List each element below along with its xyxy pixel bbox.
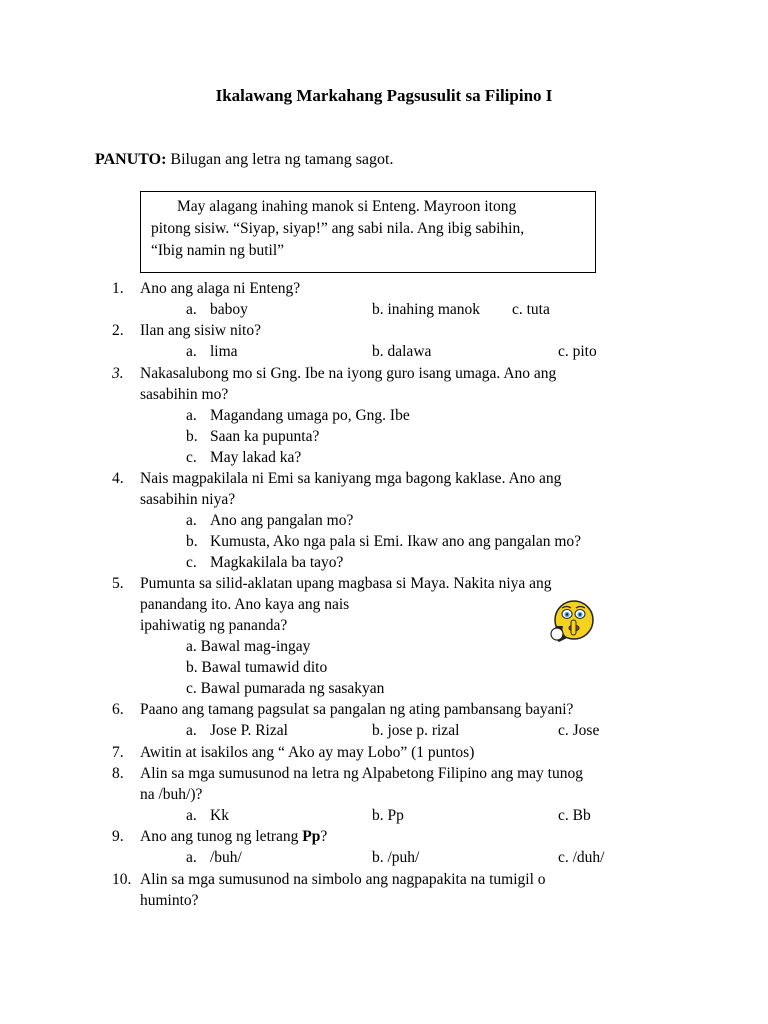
story-line-2: pitong sisiw. “Siyap, siyap!” ang sabi nila. Ang ibig sabihin, xyxy=(151,220,525,237)
option-c[interactable]: c. /duh/ xyxy=(558,849,605,866)
option-letter: b. xyxy=(186,533,198,550)
question-number: 9. xyxy=(112,828,124,845)
option-a[interactable]: Kk xyxy=(210,807,229,824)
question-text-bold: Pp xyxy=(302,828,321,845)
question-number: 6. xyxy=(112,701,124,718)
option-letter: a. xyxy=(186,512,197,529)
option-a[interactable]: a. Bawal mag-ingay xyxy=(186,638,311,655)
question-text-cont: huminto? xyxy=(140,892,199,909)
option-letter: c. xyxy=(186,449,197,466)
directions-text: Bilugan ang letra ng tamang sagot. xyxy=(166,151,394,168)
shush-face-icon xyxy=(547,596,597,646)
option-a[interactable]: /buh/ xyxy=(210,849,242,866)
question-text: Ano ang alaga ni Enteng? xyxy=(140,280,301,297)
option-a[interactable]: Magandang umaga po, Gng. Ibe xyxy=(210,407,410,424)
page-title: Ikalawang Markahang Pagsusulit sa Filipino I xyxy=(215,86,553,105)
question-text: Alin sa mga sumusunod na letra ng Alpabetong Filipino ang may tunog xyxy=(140,765,583,782)
directions xyxy=(95,151,393,169)
option-letter: a. xyxy=(186,849,197,866)
question-text xyxy=(140,826,327,847)
option-letter: b. xyxy=(186,428,198,445)
option-letter: a. xyxy=(186,407,197,424)
option-c[interactable]: Magkakilala ba tayo? xyxy=(210,554,344,571)
question-number: 1. xyxy=(112,280,124,297)
option-b[interactable]: b. /puh/ xyxy=(372,849,420,866)
question-text-cont: na /buh/)? xyxy=(140,786,203,803)
question-text-cont: ipahiwatig ng pananda? xyxy=(140,617,288,634)
question-number: 2. xyxy=(112,322,124,339)
question-text: Alin sa mga sumusunod na simbolo ang nagpapakita na tumigil o xyxy=(140,871,546,888)
question-text-cont: sasabihin niya? xyxy=(140,491,236,508)
option-b[interactable]: b. Pp xyxy=(372,807,404,824)
option-c[interactable]: c. Jose xyxy=(558,722,600,739)
option-c[interactable]: c. Bawal pumarada ng sasakyan xyxy=(186,680,385,697)
option-letter: a. xyxy=(186,722,197,739)
question-text: Paano ang tamang pagsulat sa pangalan ng ating pambansang bayani? xyxy=(140,701,574,718)
question-text: Ilan ang sisiw nito? xyxy=(140,322,261,339)
option-a[interactable]: baboy xyxy=(210,301,248,318)
question-text-cont: sasabihin mo? xyxy=(140,386,229,403)
directions-label: PANUTO: xyxy=(95,151,167,168)
option-b[interactable]: b. Bawal tumawid dito xyxy=(186,659,328,676)
option-a[interactable]: Ano ang pangalan mo? xyxy=(210,512,354,529)
question-number: 4. xyxy=(112,470,124,487)
question-text: Awitin at isakilos ang “ Ako ay may Lobo” (1 puntos) xyxy=(140,744,475,761)
question-text: Nakasalubong mo si Gng. Ibe na iyong guro isang umaga. Ano ang xyxy=(140,365,557,382)
story-line-1: May alagang inahing manok si Enteng. Mayroon itong xyxy=(177,198,517,215)
option-c[interactable]: c. pito xyxy=(558,343,597,360)
question-text-cont: panandang ito. Ano kaya ang nais xyxy=(140,596,350,613)
option-b[interactable]: b. jose p. rizal xyxy=(372,722,460,739)
option-c[interactable]: c. tuta xyxy=(512,301,550,318)
question-text-post: ? xyxy=(320,828,328,845)
question-text: Pumunta sa silid-aklatan upang magbasa si Maya. Nakita niya ang xyxy=(140,575,552,592)
option-letter: a. xyxy=(186,807,197,824)
option-a[interactable]: lima xyxy=(210,343,238,360)
option-letter: c. xyxy=(186,554,197,571)
story-line-3: “Ibig namin ng butil” xyxy=(151,242,285,259)
option-b[interactable]: Kumusta, Ako nga pala si Emi. Ikaw ano ang pangalan mo? xyxy=(210,533,582,550)
option-b[interactable]: b. dalawa xyxy=(372,343,432,360)
option-letter: a. xyxy=(186,301,197,318)
question-number: 8. xyxy=(112,765,124,782)
question-text-pre: Ano ang tunog ng letrang xyxy=(140,828,303,845)
question-text: Nais magpakilala ni Emi sa kaniyang mga bagong kaklase. Ano ang xyxy=(140,470,562,487)
question-number: 7. xyxy=(112,744,124,761)
option-b[interactable]: Saan ka pupunta? xyxy=(210,428,320,445)
question-number: 10. xyxy=(112,871,132,888)
option-c[interactable]: c. Bb xyxy=(558,807,591,824)
option-letter: a. xyxy=(186,343,197,360)
option-c[interactable]: May lakad ka? xyxy=(210,449,302,466)
story-box xyxy=(140,191,596,273)
option-b[interactable]: b. inahing manok xyxy=(372,301,481,318)
question-number: 5. xyxy=(112,575,124,592)
option-a[interactable]: Jose P. Rizal xyxy=(210,722,288,739)
question-number: 3. xyxy=(112,365,124,382)
